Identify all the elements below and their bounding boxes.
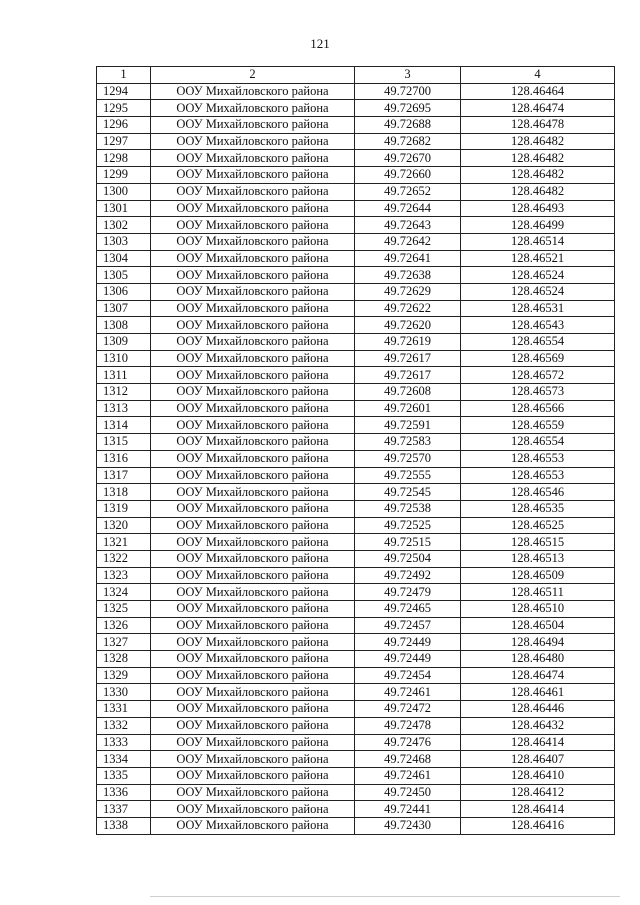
column-header-number: 1 <box>97 67 151 84</box>
table-row <box>97 500 615 517</box>
cell-name: ООУ Михайловского района <box>151 684 355 701</box>
cell-name: ООУ Михайловского района <box>151 734 355 751</box>
table-row <box>97 751 615 768</box>
cell-number: 1304 <box>97 250 151 267</box>
cell-latitude: 49.72617 <box>355 350 461 367</box>
cell-longitude: 128.46432 <box>461 717 615 734</box>
cell-longitude: 128.46514 <box>461 233 615 250</box>
cell-latitude: 49.72479 <box>355 584 461 601</box>
table-row <box>97 617 615 634</box>
table-row <box>97 183 615 200</box>
cell-latitude: 49.72504 <box>355 550 461 567</box>
cell-name: ООУ Михайловского района <box>151 567 355 584</box>
cell-name: ООУ Михайловского района <box>151 250 355 267</box>
cell-number: 1301 <box>97 200 151 217</box>
cell-number: 1321 <box>97 534 151 551</box>
table-row <box>97 300 615 317</box>
cell-longitude: 128.46543 <box>461 317 615 334</box>
table-row <box>97 317 615 334</box>
cell-number: 1310 <box>97 350 151 367</box>
cell-number: 1336 <box>97 784 151 801</box>
table-row <box>97 384 615 401</box>
cell-name: ООУ Михайловского района <box>151 500 355 517</box>
cell-longitude: 128.46493 <box>461 200 615 217</box>
coordinates-table <box>96 66 615 835</box>
cell-number: 1295 <box>97 100 151 117</box>
cell-latitude: 49.72670 <box>355 150 461 167</box>
cell-number: 1314 <box>97 417 151 434</box>
table-row <box>97 400 615 417</box>
scan-edge-line <box>150 896 620 897</box>
table-row <box>97 467 615 484</box>
cell-name: ООУ Михайловского района <box>151 534 355 551</box>
table-row <box>97 817 615 834</box>
table-row <box>97 83 615 100</box>
cell-latitude: 49.72688 <box>355 117 461 134</box>
cell-longitude: 128.46494 <box>461 634 615 651</box>
cell-longitude: 128.46521 <box>461 250 615 267</box>
cell-name: ООУ Михайловского района <box>151 317 355 334</box>
cell-longitude: 128.46480 <box>461 651 615 668</box>
cell-longitude: 128.46474 <box>461 100 615 117</box>
cell-latitude: 49.72629 <box>355 283 461 300</box>
cell-name: ООУ Михайловского района <box>151 617 355 634</box>
cell-number: 1334 <box>97 751 151 768</box>
cell-number: 1303 <box>97 233 151 250</box>
cell-latitude: 49.72441 <box>355 801 461 818</box>
cell-longitude: 128.46446 <box>461 701 615 718</box>
cell-number: 1331 <box>97 701 151 718</box>
cell-number: 1300 <box>97 183 151 200</box>
table-row <box>97 117 615 134</box>
cell-longitude: 128.46478 <box>461 117 615 134</box>
cell-name: ООУ Михайловского района <box>151 300 355 317</box>
table-row <box>97 651 615 668</box>
cell-latitude: 49.72652 <box>355 183 461 200</box>
cell-latitude: 49.72492 <box>355 567 461 584</box>
table-row <box>97 450 615 467</box>
cell-name: ООУ Михайловского района <box>151 117 355 134</box>
table-row <box>97 701 615 718</box>
cell-number: 1299 <box>97 167 151 184</box>
cell-name: ООУ Михайловского района <box>151 267 355 284</box>
cell-longitude: 128.46515 <box>461 534 615 551</box>
cell-latitude: 49.72472 <box>355 701 461 718</box>
cell-name: ООУ Михайловского района <box>151 517 355 534</box>
cell-longitude: 128.46511 <box>461 584 615 601</box>
cell-name: ООУ Михайловского района <box>151 217 355 234</box>
cell-latitude: 49.72695 <box>355 100 461 117</box>
cell-name: ООУ Михайловского района <box>151 751 355 768</box>
cell-name: ООУ Михайловского района <box>151 434 355 451</box>
cell-latitude: 49.72465 <box>355 601 461 618</box>
cell-latitude: 49.72449 <box>355 651 461 668</box>
table-row <box>97 634 615 651</box>
cell-number: 1307 <box>97 300 151 317</box>
cell-name: ООУ Михайловского района <box>151 167 355 184</box>
cell-longitude: 128.46535 <box>461 500 615 517</box>
cell-longitude: 128.46461 <box>461 684 615 701</box>
table-row <box>97 517 615 534</box>
cell-longitude: 128.46474 <box>461 667 615 684</box>
cell-latitude: 49.72642 <box>355 233 461 250</box>
cell-number: 1311 <box>97 367 151 384</box>
table-row <box>97 550 615 567</box>
cell-latitude: 49.72583 <box>355 434 461 451</box>
table-row <box>97 150 615 167</box>
cell-name: ООУ Михайловского района <box>151 467 355 484</box>
cell-longitude: 128.46414 <box>461 734 615 751</box>
table-row <box>97 584 615 601</box>
cell-latitude: 49.72617 <box>355 367 461 384</box>
cell-latitude: 49.72591 <box>355 417 461 434</box>
cell-latitude: 49.72570 <box>355 450 461 467</box>
cell-longitude: 128.46414 <box>461 801 615 818</box>
cell-number: 1306 <box>97 283 151 300</box>
cell-longitude: 128.46524 <box>461 267 615 284</box>
cell-longitude: 128.46546 <box>461 484 615 501</box>
cell-number: 1333 <box>97 734 151 751</box>
cell-name: ООУ Михайловского района <box>151 667 355 684</box>
cell-latitude: 49.72660 <box>355 167 461 184</box>
cell-number: 1312 <box>97 384 151 401</box>
cell-number: 1325 <box>97 601 151 618</box>
cell-number: 1297 <box>97 133 151 150</box>
cell-latitude: 49.72641 <box>355 250 461 267</box>
cell-latitude: 49.72555 <box>355 467 461 484</box>
cell-number: 1326 <box>97 617 151 634</box>
table-row <box>97 717 615 734</box>
cell-number: 1316 <box>97 450 151 467</box>
cell-number: 1337 <box>97 801 151 818</box>
cell-number: 1313 <box>97 400 151 417</box>
cell-latitude: 49.72608 <box>355 384 461 401</box>
cell-number: 1315 <box>97 434 151 451</box>
cell-number: 1338 <box>97 817 151 834</box>
table-row <box>97 434 615 451</box>
cell-latitude: 49.72682 <box>355 133 461 150</box>
cell-latitude: 49.72638 <box>355 267 461 284</box>
cell-name: ООУ Михайловского района <box>151 183 355 200</box>
cell-latitude: 49.72450 <box>355 784 461 801</box>
column-header-name: 2 <box>151 67 355 84</box>
table-row <box>97 667 615 684</box>
column-header-longitude: 4 <box>461 67 615 84</box>
cell-latitude: 49.72457 <box>355 617 461 634</box>
cell-name: ООУ Михайловского района <box>151 233 355 250</box>
cell-longitude: 128.46464 <box>461 83 615 100</box>
cell-name: ООУ Михайловского района <box>151 717 355 734</box>
table-row <box>97 801 615 818</box>
cell-longitude: 128.46554 <box>461 334 615 351</box>
table-row <box>97 734 615 751</box>
cell-name: ООУ Михайловского района <box>151 83 355 100</box>
cell-latitude: 49.72515 <box>355 534 461 551</box>
cell-name: ООУ Михайловского района <box>151 367 355 384</box>
cell-latitude: 49.72525 <box>355 517 461 534</box>
cell-name: ООУ Михайловского района <box>151 701 355 718</box>
cell-number: 1296 <box>97 117 151 134</box>
cell-name: ООУ Михайловского района <box>151 651 355 668</box>
cell-latitude: 49.72545 <box>355 484 461 501</box>
cell-number: 1305 <box>97 267 151 284</box>
cell-longitude: 128.46513 <box>461 550 615 567</box>
cell-longitude: 128.46509 <box>461 567 615 584</box>
table-row <box>97 133 615 150</box>
table-row <box>97 417 615 434</box>
cell-longitude: 128.46525 <box>461 517 615 534</box>
cell-name: ООУ Михайловского района <box>151 417 355 434</box>
cell-longitude: 128.46553 <box>461 467 615 484</box>
cell-longitude: 128.46412 <box>461 784 615 801</box>
cell-name: ООУ Михайловского района <box>151 334 355 351</box>
cell-name: ООУ Михайловского района <box>151 200 355 217</box>
cell-longitude: 128.46482 <box>461 150 615 167</box>
cell-name: ООУ Михайловского района <box>151 450 355 467</box>
cell-longitude: 128.46559 <box>461 417 615 434</box>
table-row <box>97 784 615 801</box>
cell-latitude: 49.72601 <box>355 400 461 417</box>
cell-latitude: 49.72454 <box>355 667 461 684</box>
cell-longitude: 128.46504 <box>461 617 615 634</box>
cell-longitude: 128.46482 <box>461 183 615 200</box>
cell-name: ООУ Михайловского района <box>151 133 355 150</box>
cell-name: ООУ Михайловского района <box>151 801 355 818</box>
cell-name: ООУ Михайловского района <box>151 384 355 401</box>
cell-latitude: 49.72644 <box>355 200 461 217</box>
table-row <box>97 233 615 250</box>
cell-number: 1294 <box>97 83 151 100</box>
cell-number: 1328 <box>97 651 151 668</box>
table-row <box>97 267 615 284</box>
cell-longitude: 128.46531 <box>461 300 615 317</box>
cell-name: ООУ Михайловского района <box>151 584 355 601</box>
table-row <box>97 334 615 351</box>
cell-number: 1308 <box>97 317 151 334</box>
cell-name: ООУ Михайловского района <box>151 784 355 801</box>
table-row <box>97 250 615 267</box>
cell-name: ООУ Михайловского района <box>151 601 355 618</box>
table-row <box>97 167 615 184</box>
cell-number: 1309 <box>97 334 151 351</box>
cell-longitude: 128.46416 <box>461 817 615 834</box>
cell-number: 1317 <box>97 467 151 484</box>
cell-longitude: 128.46554 <box>461 434 615 451</box>
cell-number: 1323 <box>97 567 151 584</box>
cell-name: ООУ Михайловского района <box>151 150 355 167</box>
table-body <box>97 83 615 834</box>
table-row <box>97 767 615 784</box>
column-header-latitude: 3 <box>355 67 461 84</box>
table-row <box>97 601 615 618</box>
cell-longitude: 128.46524 <box>461 283 615 300</box>
cell-number: 1322 <box>97 550 151 567</box>
cell-number: 1302 <box>97 217 151 234</box>
cell-latitude: 49.72476 <box>355 734 461 751</box>
table-row <box>97 367 615 384</box>
cell-name: ООУ Михайловского района <box>151 634 355 651</box>
cell-longitude: 128.46573 <box>461 384 615 401</box>
cell-latitude: 49.72461 <box>355 767 461 784</box>
cell-latitude: 49.72622 <box>355 300 461 317</box>
page-number: 121 <box>310 36 330 51</box>
cell-name: ООУ Михайловского района <box>151 100 355 117</box>
table-row <box>97 283 615 300</box>
table-row <box>97 567 615 584</box>
cell-latitude: 49.72620 <box>355 317 461 334</box>
cell-longitude: 128.46482 <box>461 133 615 150</box>
table-header-row <box>97 67 615 84</box>
cell-longitude: 128.46553 <box>461 450 615 467</box>
cell-latitude: 49.72538 <box>355 500 461 517</box>
cell-name: ООУ Михайловского района <box>151 767 355 784</box>
cell-longitude: 128.46572 <box>461 367 615 384</box>
cell-number: 1335 <box>97 767 151 784</box>
cell-number: 1320 <box>97 517 151 534</box>
cell-number: 1319 <box>97 500 151 517</box>
cell-latitude: 49.72468 <box>355 751 461 768</box>
cell-longitude: 128.46410 <box>461 767 615 784</box>
cell-number: 1332 <box>97 717 151 734</box>
cell-number: 1329 <box>97 667 151 684</box>
cell-number: 1298 <box>97 150 151 167</box>
cell-number: 1327 <box>97 634 151 651</box>
cell-latitude: 49.72449 <box>355 634 461 651</box>
table-row <box>97 534 615 551</box>
cell-number: 1330 <box>97 684 151 701</box>
cell-longitude: 128.46482 <box>461 167 615 184</box>
cell-name: ООУ Михайловского района <box>151 283 355 300</box>
cell-latitude: 49.72430 <box>355 817 461 834</box>
cell-number: 1324 <box>97 584 151 601</box>
table-row <box>97 217 615 234</box>
cell-latitude: 49.72700 <box>355 83 461 100</box>
cell-latitude: 49.72643 <box>355 217 461 234</box>
cell-latitude: 49.72461 <box>355 684 461 701</box>
cell-name: ООУ Михайловского района <box>151 817 355 834</box>
table-row <box>97 484 615 501</box>
cell-name: ООУ Михайловского района <box>151 484 355 501</box>
table-row <box>97 684 615 701</box>
table-row <box>97 200 615 217</box>
cell-name: ООУ Михайловского района <box>151 550 355 567</box>
table-row <box>97 350 615 367</box>
cell-longitude: 128.46566 <box>461 400 615 417</box>
cell-longitude: 128.46510 <box>461 601 615 618</box>
cell-longitude: 128.46407 <box>461 751 615 768</box>
cell-name: ООУ Михайловского района <box>151 400 355 417</box>
cell-longitude: 128.46569 <box>461 350 615 367</box>
cell-longitude: 128.46499 <box>461 217 615 234</box>
cell-number: 1318 <box>97 484 151 501</box>
table-row <box>97 100 615 117</box>
cell-latitude: 49.72619 <box>355 334 461 351</box>
cell-name: ООУ Михайловского района <box>151 350 355 367</box>
cell-latitude: 49.72478 <box>355 717 461 734</box>
